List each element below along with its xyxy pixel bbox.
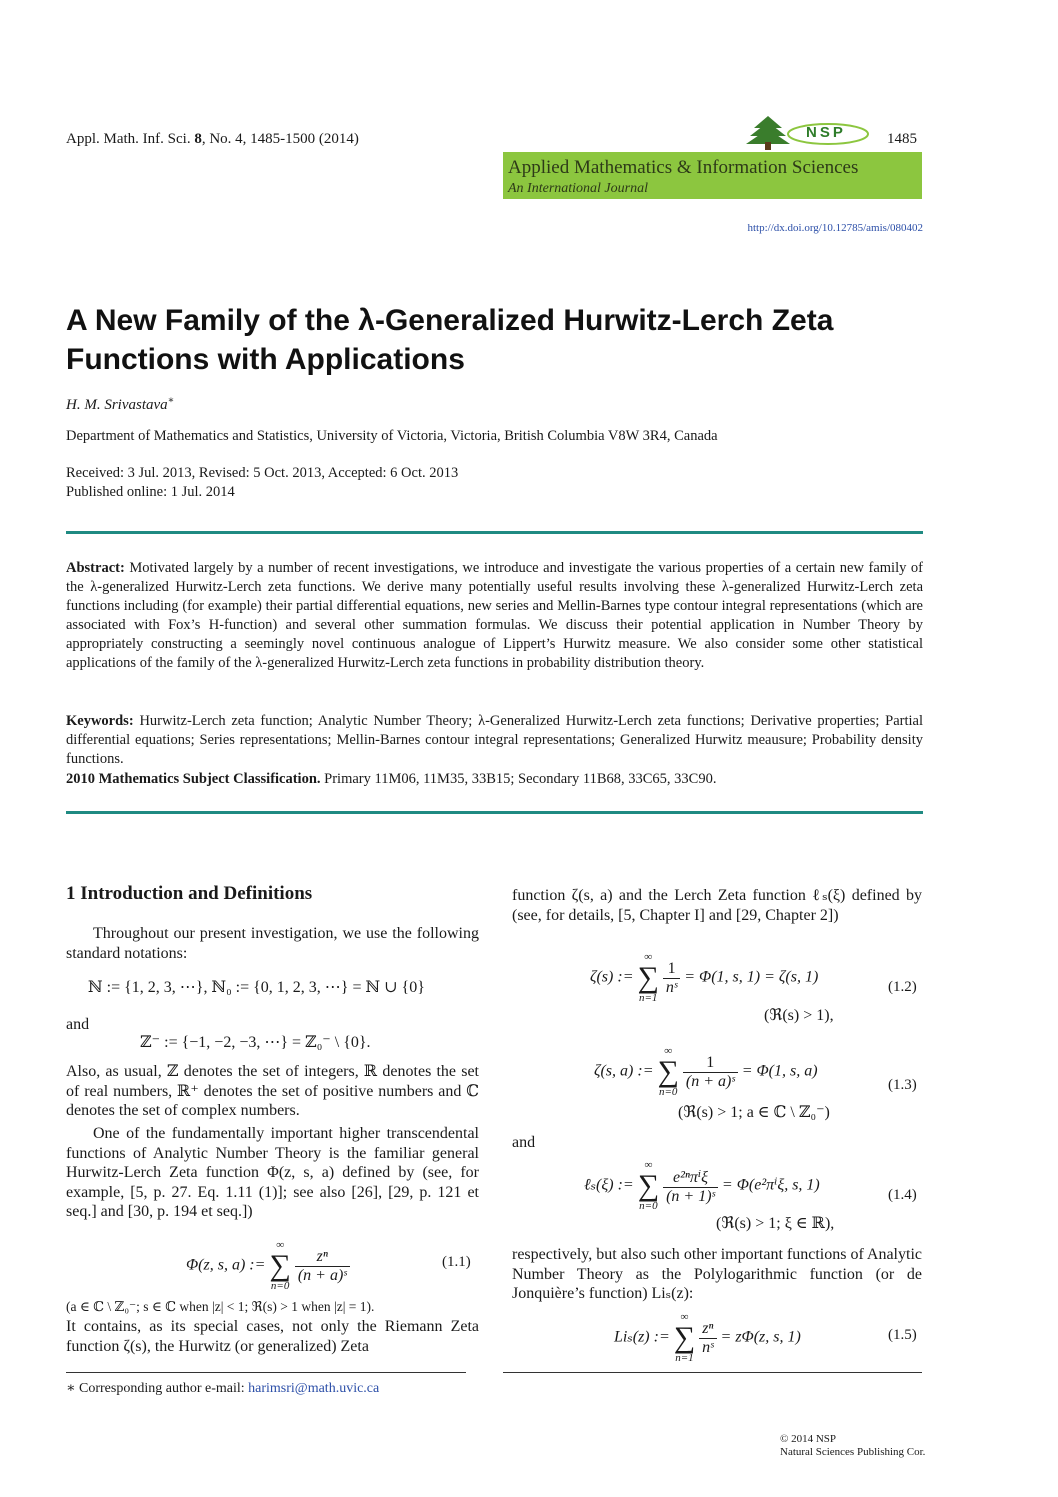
abstract-text: Motivated largely by a number of recent investigations, we introduce and investigate the various properties of a certain new family of the λ-generalized Hurwitz-Lerch zeta functions. We derive many potentially useful results involving these λ-generalized Hurwitz-Lerch zeta functions including (for example) their partial differential equations, new series and Mellin-Barnes type contour integral representations (which are associated with Fox’s H-function) and several other summation formulas. We discuss their potential application in Number Theory by appropriately constructing a seemingly novel continuous analogue of Lippert’s Hurwitz measure. We also consider some other statistical applications of the family of the λ-generalized Hurwitz-Lerch zeta functions in probability distribution theory. [66,560,923,671]
eq15-num: zⁿ [699,1320,716,1339]
eq14-rhs: = Φ(e²πⁱξ, s, 1) [721,1176,820,1194]
intro-paragraph-1: Throughout our present investigation, we use the following standard notations: [66,925,479,962]
eq12-num: 1 [663,960,680,979]
sum-lower: n=1 [638,992,658,1004]
volume-number: 8 [194,131,202,147]
eq14-number: (1.4) [888,1187,917,1203]
eq11-lhs: Φ(z, s, a) := [186,1256,266,1274]
sum-upper: ∞ [644,951,653,963]
affiliation: Department of Mathematics and Statistics, University of Victoria, Victoria, British Columbia V8W 3R4, Canada [66,428,718,444]
eq12-sum: ∞ ∑ n=1 [637,951,659,1004]
eq11-condition: (a ∈ ℂ \ ℤ₀⁻; s ∈ ℂ when |z| < 1; ℜ(s) > 1 when |z| = 1). [66,1299,375,1314]
top-rule [66,531,923,534]
msc-classification [66,770,923,789]
copyright: © 2014 NSP [780,1433,837,1445]
equation-1-1 [186,1240,350,1292]
eq11-den: (n + a)ˢ [297,1266,347,1284]
sum-upper: ∞ [276,1239,285,1251]
journal-subtitle: An International Journal [508,181,648,196]
intro-paragraph-4: It contains, as its special cases, not only the Riemann Zeta function ζ(s), the Hurwitz (or generalized) Zeta [66,1318,479,1355]
published-date: Published online: 1 Jul. 2014 [66,484,235,500]
sum-upper: ∞ [680,1311,689,1323]
equation-1-5 [614,1312,801,1364]
and-text-2: and [512,1134,536,1151]
author-email-link[interactable]: harimsri@math.uvic.ca [248,1381,380,1396]
eq12-lhs: ζ(s) := [590,968,634,986]
eq15-number: (1.5) [888,1327,917,1343]
eq13-rhs: = Φ(1, s, a) [741,1062,818,1080]
eq15-rhs: = zΦ(z, s, 1) [720,1328,801,1346]
sum-upper: ∞ [664,1045,673,1057]
page-number: 1485 [887,131,917,147]
eq14-num: e²ⁿπⁱξ [663,1167,718,1188]
journal-name: Applied Mathematics & Information Sciences [508,157,859,178]
intro-paragraph-2: Also, as usual, ℤ denotes the set of integers, ℝ denotes the set of real numbers, ℝ⁺ denotes the set of positive numbers and ℂ denotes the set of complex numbers. [66,1063,479,1119]
logo-text: NSP [806,124,846,141]
eq12-den: nˢ [665,978,678,996]
sum-lower: n=1 [675,1352,694,1364]
author-name-text: H. M. Srivastava [66,397,168,413]
eq14-sum: ∞ ∑ n=0 [637,1159,660,1212]
eq11-sum: ∞ ∑ n=0 [269,1239,291,1292]
footnote-label: ∗ Corresponding author e-mail: [66,1381,245,1396]
eq15-den: nˢ [702,1338,714,1356]
intro-paragraph-3: One of the fundamentally important higher transcendental functions of Analytic Number Theory is the familiar general Hurwitz-Lerch Zeta function Φ(z, s, a) defined by (see, for example, [5, p. 27. Eq. 1.11 (1)]; see also [26], [29, p. 121 et seq.] and [30, p. 194 et seq.]) [66,1125,479,1220]
eq13-den: (n + a)ˢ [685,1072,735,1090]
eq14-lhs: ℓₛ(ξ) := [584,1176,634,1194]
sum-upper: ∞ [644,1159,653,1171]
eq14-den: (n + 1)ˢ [666,1187,715,1205]
sum-lower: n=0 [658,1086,678,1098]
eq13-fraction [683,1054,738,1091]
publisher: Natural Sciences Publishing Cor. [780,1446,926,1458]
equation-1-2 [590,952,818,1004]
eq14-condition: (ℜ(s) > 1; ξ ∈ ℝ), [716,1215,835,1232]
eq15-sum: ∞ ∑ n=1 [673,1311,696,1364]
eq15-fraction [699,1320,716,1357]
column-end-rule [503,1372,922,1373]
eq11-fraction [295,1248,350,1285]
equation-1-3 [594,1046,818,1098]
eq12-rhs: = Φ(1, s, 1) = ζ(s, 1) [684,968,819,986]
eq11-number: (1.1) [442,1254,471,1270]
eq14-fraction [663,1167,718,1206]
col2-paragraph-1: function ζ(s, a) and the Lerch Zeta function ℓₛ(ξ) defined by (see, for details, [5, Chapter I] and [29, Chapter 2]) [512,887,922,924]
section-heading: 1 Introduction and Definitions [66,883,313,904]
keywords [66,712,923,769]
and-text-1: and [66,1016,90,1033]
keywords-label: Keywords: [66,713,134,729]
title-line-1: A New Family of the λ-Generalized Hurwitz-Lerch Zeta [66,304,834,337]
bottom-rule [66,811,923,814]
msc-text: Primary 11M06, 11M35, 33B15; Secondary 11B68, 33C65, 33C90. [324,771,717,787]
doi-link[interactable]: http://dx.doi.org/10.12785/amis/080402 [747,222,923,234]
author-mark: ∗ [167,395,175,406]
eq13-num: 1 [683,1054,738,1073]
eq13-number: (1.3) [888,1077,917,1093]
eq13-lhs: ζ(s, a) := [594,1062,654,1080]
eq-negative-integers: ℤ⁻ := {−1, −2, −3, ⋯} = ℤ₀⁻ \ {0}. [140,1034,371,1051]
running-citation [66,131,359,148]
equation-1-4 [584,1160,820,1212]
keywords-text: Hurwitz-Lerch zeta function; Analytic Number Theory; λ-Generalized Hurwitz-Lerch zeta functions; Derivative properties; Partial differential equations; Series representations; Mellin-Barnes contour integral representations; Generalized Hurwitz meausure; Probability density functions. [66,713,924,767]
eq15-lhs: Liₛ(z) := [614,1328,670,1346]
col2-paragraph-2: respectively, but also such other important functions of Analytic Number Theory as the Polylogarithmic function (or de Jonquière’s function) Liₛ(z): [512,1246,922,1302]
sum-lower: n=0 [270,1280,290,1292]
sum-lower: n=0 [639,1200,658,1212]
citation-suffix: , No. 4, 1485-1500 (2014) [201,131,359,147]
citation-prefix: Appl. Math. Inf. Sci. [66,131,191,147]
nsp-logo [744,112,872,152]
paper-title [66,301,946,379]
eq12-number: (1.2) [888,979,917,995]
eq-naturals: ℕ := {1, 2, 3, ⋯}, ℕ₀ := {0, 1, 2, 3, ⋯} = ℕ ∪ {0} [88,979,425,996]
received-dates: Received: 3 Jul. 2013, Revised: 5 Oct. 2013, Accepted: 6 Oct. 2013 [66,465,459,481]
eq12-fraction [663,960,680,997]
author-name [66,395,174,414]
abstract [66,559,923,673]
eq12-condition: (ℜ(s) > 1), [764,1007,834,1024]
footnote-rule [66,1372,466,1373]
msc-label: 2010 Mathematics Subject Classification. [66,771,321,787]
eq13-condition: (ℜ(s) > 1; a ∈ ℂ \ ℤ₀⁻) [678,1104,830,1121]
abstract-label: Abstract: [66,560,125,576]
eq11-num: zⁿ [295,1248,350,1267]
eq13-sum: ∞ ∑ n=0 [657,1045,679,1098]
footnote [66,1380,379,1397]
title-line-2: Functions with Applications [66,343,465,376]
